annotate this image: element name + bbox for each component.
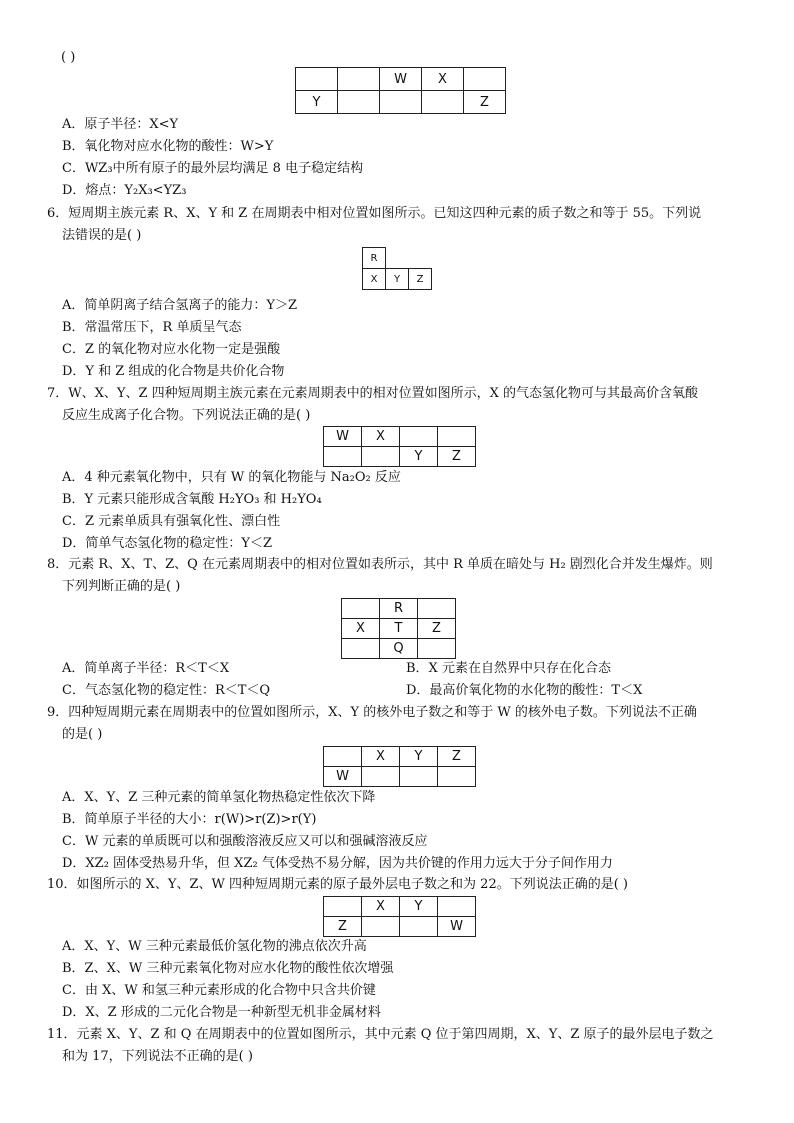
- table-cell: [438, 427, 476, 447]
- table-cell: Z: [438, 747, 476, 767]
- table-cell: T: [380, 619, 418, 639]
- table-cell: [464, 68, 506, 91]
- q8-stem-line2: 下列判断正确的是( ): [62, 579, 181, 594]
- q6-stem-line1: 6．短周期主族元素 R、X、Y 和 Z 在周期表中相对位置如图所示。已知这四种元素的质子数之和等于 55。下列说: [47, 206, 702, 221]
- table-cell: Q: [380, 639, 418, 659]
- table-row: [296, 91, 506, 114]
- table-cell: W: [324, 767, 362, 787]
- table-cell: [438, 897, 476, 917]
- q9-option-d: D．XZ₂ 固体受热易升华，但 XZ₂ 气体受热不易分解，因为共价键的作用力远大于分子间作用力: [62, 856, 613, 871]
- table-cell: [362, 917, 400, 937]
- table-cell: [324, 447, 362, 467]
- q6-periodic-table: [362, 247, 432, 290]
- table-row: [342, 599, 456, 619]
- table-cell: Y: [400, 447, 438, 467]
- table-row: [296, 68, 506, 91]
- table-cell: [418, 639, 456, 659]
- table-cell: [338, 91, 380, 114]
- table-cell: R: [380, 599, 418, 619]
- q5-option-b: B．氧化物对应水化物的酸性：W>Y: [62, 139, 274, 154]
- q8-option-b: B．X 元素在自然界中只存在化合态: [406, 661, 611, 676]
- table-cell: [362, 767, 400, 787]
- q9-stem-line1: 9．四种短周期元素在周期表中的位置如图所示，X、Y 的核外电子数之和等于 W 的核外电子数。下列说法不正确: [47, 705, 697, 720]
- table-cell: Y: [386, 269, 409, 290]
- table-row: [363, 269, 432, 290]
- q6-option-a: A．简单阴离子结合氢离子的能力：Y＞Z: [62, 298, 298, 313]
- table-cell: [386, 248, 409, 269]
- q8-option-a: A．简单离子半径：R＜T＜X: [62, 661, 230, 676]
- q11-stem-line1: 11．元素 X、Y、Z 和 Q 在周期表中的位置如图所示，其中元素 Q 位于第四周期，X、Y、Z 原子的最外层电子数之: [47, 1027, 714, 1042]
- table-cell: Z: [418, 619, 456, 639]
- table-cell: [342, 639, 380, 659]
- table-row: [324, 447, 476, 467]
- table-cell: [362, 447, 400, 467]
- table-cell: Z: [438, 447, 476, 467]
- table-cell: X: [363, 269, 386, 290]
- q7-option-c: C．Z 元素单质具有强氧化性、漂白性: [62, 514, 281, 529]
- table-cell: [324, 897, 362, 917]
- table-row: [324, 767, 476, 787]
- table-cell: Y: [400, 747, 438, 767]
- table-row: [342, 619, 456, 639]
- q6-option-d: D．Y 和 Z 组成的化合物是共价化合物: [62, 364, 285, 379]
- q5-option-d: D．熔点：Y₂X₃<YZ₃: [62, 183, 187, 198]
- q10-option-c: C．由 X、W 和氢三种元素形成的化合物中只含共价键: [62, 983, 376, 998]
- table-cell: [338, 68, 380, 91]
- q10-option-b: B．Z、X、W 三种元素氧化物对应水化物的酸性依次增强: [62, 961, 394, 976]
- table-row: [342, 639, 456, 659]
- table-cell: [296, 68, 338, 91]
- q9-option-c: C．W 元素的单质既可以和强酸溶液反应又可以和强碱溶液反应: [62, 834, 428, 849]
- table-cell: Z: [324, 917, 362, 937]
- table-row: [324, 427, 476, 447]
- q9-stem-line2: 的是( ): [62, 727, 103, 742]
- q9-periodic-table: [323, 746, 476, 787]
- q7-periodic-table: [323, 426, 476, 467]
- q10-stem-line1: 10．如图所示的 X、Y、Z、W 四种短周期元素的原子最外层电子数之和为 22。下列说法正确的是( ): [47, 877, 628, 892]
- q7-option-d: D．简单气态氢化物的稳定性：Y＜Z: [62, 536, 273, 551]
- q5-option-c: C．WZ₃中所有原子的最外层均满足 8 电子稳定结构: [62, 161, 364, 176]
- q8-option-d: D．最高价氧化物的水化物的酸性：T＜X: [406, 683, 643, 698]
- q8-periodic-table: [341, 598, 456, 659]
- q7-stem-line2: 反应生成离子化合物。下列说法正确的是( ): [62, 408, 311, 423]
- q10-option-d: D．X、Z 形成的二元化合物是一种新型无机非金属材料: [62, 1005, 381, 1020]
- table-cell: X: [362, 897, 400, 917]
- table-row: [324, 917, 476, 937]
- table-cell: W: [324, 427, 362, 447]
- table-cell: Z: [464, 91, 506, 114]
- table-cell: Z: [409, 269, 432, 290]
- table-cell: [324, 747, 362, 767]
- table-cell: [342, 599, 380, 619]
- table-cell: [418, 599, 456, 619]
- q5-periodic-table: [295, 67, 506, 114]
- table-cell: W: [380, 68, 422, 91]
- table-cell: X: [362, 747, 400, 767]
- q10-option-a: A．X、Y、W 三种元素最低价氢化物的沸点依次升高: [62, 939, 367, 954]
- q7-option-a: A．4 种元素氧化物中，只有 W 的氧化物能与 Na₂O₂ 反应: [62, 470, 401, 485]
- q6-option-b: B．常温常压下，R 单质呈气态: [62, 320, 242, 335]
- table-cell: Y: [400, 897, 438, 917]
- q10-periodic-table: [323, 896, 476, 937]
- table-cell: [409, 248, 432, 269]
- table-cell: [380, 91, 422, 114]
- q7-option-b: B．Y 元素只能形成含氧酸 H₂YO₃ 和 H₂YO₄: [62, 492, 322, 507]
- table-row: [363, 248, 432, 269]
- q6-option-c: C．Z 的氧化物对应水化物一定是强酸: [62, 342, 281, 357]
- q5-option-a: A．原子半径：X<Y: [62, 117, 179, 132]
- table-cell: X: [342, 619, 380, 639]
- q7-stem-line1: 7．W、X、Y、Z 四种短周期主族元素在元素周期表中的相对位置如图所示，X 的气态氢化物可与其最高价含氧酸: [47, 386, 699, 401]
- table-cell: X: [422, 68, 464, 91]
- q8-option-c: C．气态氢化物的稳定性：R＜T＜Q: [62, 683, 271, 698]
- table-cell: Y: [296, 91, 338, 114]
- q9-option-a: A．X、Y、Z 三种元素的简单氢化物热稳定性依次下降: [62, 790, 376, 805]
- q9-option-b: B．简单原子半径的大小：r(W)>r(Z)>r(Y): [62, 812, 317, 827]
- q8-stem-line1: 8．元素 R、X、T、Z、Q 在元素周期表中的相对位置如表所示，其中 R 单质在暗处与 H₂ 剧烈化合并发生爆炸。则: [47, 557, 713, 572]
- q6-stem-line2: 法错误的是( ): [62, 228, 142, 243]
- q11-stem-line2: 和为 17，下列说法不正确的是( ): [62, 1049, 253, 1064]
- table-cell: W: [438, 917, 476, 937]
- table-row: [324, 747, 476, 767]
- table-cell: [400, 767, 438, 787]
- table-cell: X: [362, 427, 400, 447]
- table-cell: [400, 917, 438, 937]
- table-cell: R: [363, 248, 386, 269]
- table-row: [324, 897, 476, 917]
- table-cell: [438, 767, 476, 787]
- q5-answer-paren: ( ): [61, 50, 76, 65]
- table-cell: [422, 91, 464, 114]
- table-cell: [400, 427, 438, 447]
